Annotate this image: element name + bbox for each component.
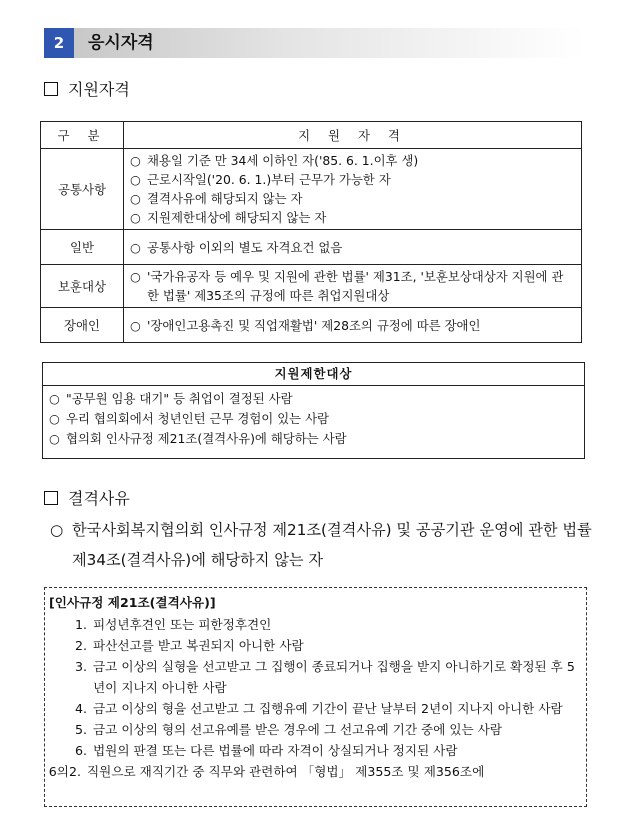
circle-bullet-icon: ○ [130,239,141,255]
list-item: ○ 공통사항 이외의 별도 자격요건 없음 [130,239,343,255]
disqualification-text: ○ 한국사회복지협의회 인사규정 제21조(결격사유) 및 공공기관 운영에 관한 법률 제34조(결격사유)에 해당하지 않는 자 [50,515,595,575]
table-row [41,265,582,308]
table-header-qualification: 지 원 자 격 [124,122,582,149]
list-item: ○ '국가유공자 등 예우 및 지원에 관한 법률' 제31조, '보훈보상대상자 지원에 관한 법률' 제35조의 규정에 따른 취업지원대상 [130,269,564,303]
rule-item [45,740,586,761]
rule-text: 파산선고를 받고 복권되지 아니한 사람 [93,638,304,653]
restrictions-list [43,386,584,452]
table-cell-items [124,230,582,265]
table-cell-items [124,149,582,230]
rule-number: 2. [74,638,87,653]
rule-number: 4. [74,701,87,716]
list-item: ○ 채용일 기준 만 34세 이하인 자('85. 6. 1.이후 생) [130,153,419,168]
rule-number: 6의2. [48,764,81,779]
circle-bullet-icon: ○ [130,317,141,333]
rule-number: 3. [74,659,87,674]
rule-list [45,614,586,782]
disqualification-heading-text: 결격사유 [68,489,130,508]
rule-text: 금고 이상의 실형을 선고받고 그 집행이 종료되거나 집행을 받지 아니하기로 확정된 후 5년이 지나지 아니한 사람 [93,659,575,695]
circle-bullet-icon: ○ [130,191,141,206]
square-bullet-icon [44,82,58,96]
qualifications-table [40,121,582,343]
rule-item [45,719,586,740]
rule-number: 6. [74,743,87,758]
square-bullet-icon [44,491,58,505]
section-number: 2 [44,28,74,58]
qualifications-heading [44,77,130,100]
circle-bullet-icon: ○ [130,269,141,284]
list-item: ○ "공무원 임용 대기" 등 취업이 결정된 사람 [49,389,578,409]
section-title: 응시자격 [88,33,154,53]
rule-item [45,656,586,698]
table-cell-category: 일반 [41,230,124,265]
table-cell-category: 장애인 [41,308,124,343]
table-header-row [41,122,582,149]
disqualification-heading [44,486,130,509]
rule-number: 1. [74,617,87,632]
list-item: ○ 협의회 인사규정 제21조(결격사유)에 해당하는 사람 [49,429,578,449]
list-item: ○ '장애인고용촉진 및 직업재활법' 제28조의 규정에 따른 장애인 [130,317,481,333]
restrictions-box [42,362,585,459]
rule-box-title: [인사규정 제21조(결격사유)] [49,595,216,610]
rule-item [45,761,586,782]
rule-text: 피성년후견인 또는 피한정후견인 [93,617,272,632]
rule-item [45,614,586,635]
circle-bullet-icon: ○ [130,172,141,187]
table-row [41,308,582,343]
restrictions-title: 지원제한대상 [43,363,584,386]
table-row [41,230,582,265]
rule-number: 5. [74,722,87,737]
qualifications-heading-text: 지원자격 [68,80,130,99]
circle-bullet-icon: ○ [130,210,141,225]
circle-bullet-icon: ○ [130,153,141,168]
rule-text: 직원으로 재직기간 중 직무와 관련하여 「형법」 제355조 및 제356조에 [87,764,485,779]
table-cell-category: 보훈대상 [41,265,124,308]
circle-bullet-icon: ○ [49,391,60,406]
list-item: ○ 근로시작일('20. 6. 1.)부터 근무가 가능한 자 [130,172,391,187]
table-cell-items [124,308,582,343]
table-cell-category: 공통사항 [41,149,124,230]
table-cell-items [124,265,582,308]
circle-bullet-icon: ○ [49,411,60,426]
rule-box [44,587,587,807]
list-item: ○ 우리 협의회에서 청년인턴 근무 경험이 있는 사람 [49,409,578,429]
table-row [41,149,582,230]
circle-bullet-icon: ○ [50,521,64,539]
section-header [44,28,584,58]
rule-text: 금고 이상의 형의 선고유예를 받은 경우에 그 선고유예 기간 중에 있는 사람 [93,722,503,737]
rule-item [45,635,586,656]
rule-text: 금고 이상의 형을 선고받고 그 집행유예 기간이 끝난 날부터 2년이 지나지 아니한 사람 [93,701,563,716]
rule-text: 법원의 판결 또는 다른 법률에 따라 자격이 상실되거나 정지된 사람 [93,743,458,758]
list-item: ○ 지원제한대상에 해당되지 않는 자 [130,210,327,225]
rule-item [45,698,586,719]
list-item: ○ 결격사유에 해당되지 않는 자 [130,191,303,206]
table-header-category: 구 분 [41,122,124,149]
circle-bullet-icon: ○ [49,431,60,446]
